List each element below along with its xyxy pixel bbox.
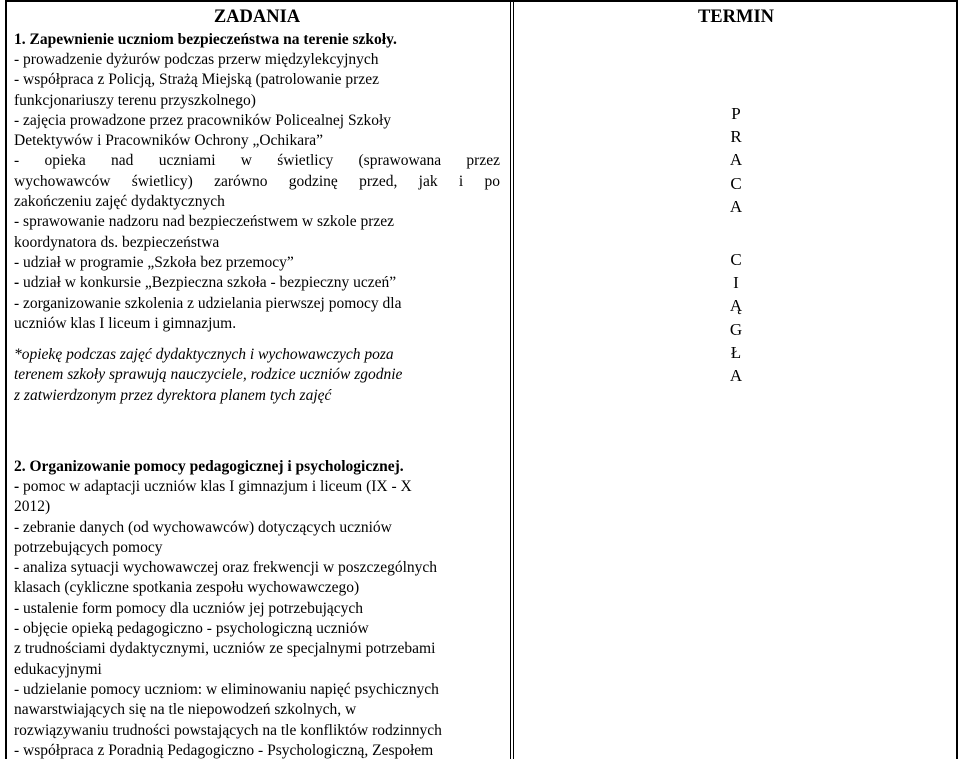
section-2-line: - analiza sytuacji wychowawczej oraz frekwencji w poszczególnych	[14, 559, 438, 577]
section-2-line: potrzebujących pomocy	[14, 538, 163, 556]
spacer	[14, 334, 500, 345]
termin-vertical-text	[515, 102, 957, 387]
termin-letter: P	[731, 104, 741, 123]
section-2-line: - zebranie danych (od wychowawców) dotyczących uczniów	[14, 518, 392, 536]
section-1-line: uczniów klas I liceum i gimnazjum.	[14, 314, 237, 332]
section-1-line: Detektywów i Pracowników Ochrony „Ochikara”	[14, 132, 324, 150]
termin-letter: C	[730, 173, 742, 193]
section-2	[14, 457, 504, 759]
termin-spacer	[515, 218, 957, 248]
section-2-line: rozwiązywaniu trudności powstających na tle konfliktów rodzinnych	[14, 721, 442, 739]
termin-letter: A	[729, 150, 743, 170]
termin-letter: A	[729, 196, 743, 216]
termin-letter: Ł	[730, 342, 742, 362]
termin-letter: I	[733, 273, 739, 293]
section-1-line-bold-dash: - udział w konkursie „Bezpieczna szkoła - bezpieczny uczeń”	[14, 274, 397, 292]
section-2-line: edukacyjnymi	[14, 660, 102, 678]
section-2-title: 2. Organizowanie pomocy pedagogicznej i psychologicznej.	[14, 458, 404, 475]
section-2-line: - objęcie opieką pedagogiczno - psychologiczną uczniów	[14, 620, 369, 638]
section-1-line: koordynatora ds. bezpieczeństwa	[14, 233, 220, 251]
section-1-note: *opiekę podczas zajęć dydaktycznych i wychowawczych poza	[14, 346, 394, 364]
section-1-line: - współpraca z Policją, Strażą Miejską (patrolowanie przez	[14, 71, 379, 89]
termin-letter: R	[730, 127, 742, 147]
section-2-line: - ustalenie form pomocy dla uczniów jej potrzebujących	[14, 599, 364, 617]
section-1-line: - zajęcia prowadzone przez pracowników Policealnej Szkoły	[14, 111, 392, 129]
section-2-line: - udzielanie pomocy uczniom: w eliminowaniu napięć psychicznych	[14, 680, 439, 698]
termin-letter: A	[729, 365, 743, 385]
section-2-line: z trudnościami dydaktycznymi, uczniów ze specjalnymi potrzebami	[14, 640, 436, 658]
section-2-line-bold-dash: - pomoc w adaptacji uczniów klas I gimnazjum i liceum (IX - X	[14, 478, 412, 495]
termin-letter: G	[729, 319, 743, 339]
section-2-line: nawarstwiających się na tle niepowodzeń szkolnych, w	[14, 701, 357, 719]
section-1-line-text: udział w konkursie „Bezpieczna szkoła - bezpieczny uczeń”	[23, 274, 397, 292]
section-1-title: 1. Zapewnienie uczniom bezpieczeństwa na terenie szkoły.	[14, 31, 397, 48]
section-1-line: - opieka nad uczniami w świetlicy (sprawowana przez	[14, 152, 500, 170]
column-divider	[510, 0, 514, 759]
section-1-line: - sprawowanie nadzoru nad bezpieczeństwem w szkole przez	[14, 213, 395, 231]
column-header-termin: TERMIN	[697, 7, 775, 27]
section-1-note: z zatwierdzonym przez dyrektora planem tych zajęć	[14, 386, 332, 404]
section-1-note: terenem szkoły sprawują nauczyciele, rodzice uczniów zgodnie	[14, 366, 403, 384]
section-2-line: klasach (cykliczne spotkania zespołu wychowawczego)	[14, 579, 360, 597]
section-1-line: - zorganizowanie szkolenia z udzielania pierwszej pomocy dla	[14, 294, 402, 312]
termin-letter: C	[730, 249, 742, 269]
termin-letter: Ą	[729, 296, 743, 316]
column-header-tasks: ZADANIA	[213, 7, 301, 27]
section-1-line: zakończeniu zajęć dydaktycznych	[14, 193, 225, 211]
section-1-line: - prowadzenie dyżurów podczas przerw międzylekcyjnych	[14, 51, 379, 68]
tasks-column	[14, 4, 500, 406]
section-2-line: 2012)	[14, 498, 51, 516]
section-1-line: wychowawców świetlicy) zarówno godzinę przed, jak i po	[14, 172, 500, 190]
termin-column	[515, 4, 957, 387]
section-1-line: - udział w programie „Szkoła bez przemocy”	[14, 253, 294, 271]
section-1-line: funkcjonariuszy terenu przyszkolnego)	[14, 91, 256, 109]
section-2-line: - współpraca z Poradnią Pedagogiczno - Psychologiczną, Zespołem	[14, 741, 434, 759]
section-2-line-text: pomoc w adaptacji uczniów klas I gimnazjum i liceum (IX - X	[23, 478, 412, 495]
